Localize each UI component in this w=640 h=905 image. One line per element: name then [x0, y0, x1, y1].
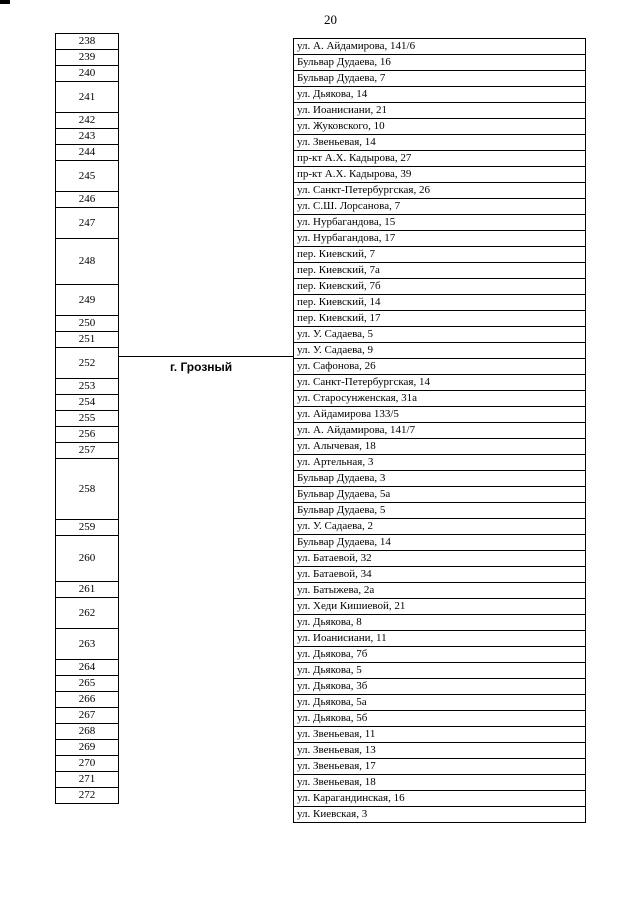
- address-row: [294, 615, 586, 631]
- address-cell: ул. Карагандинская, 16: [294, 791, 586, 807]
- address-row: [294, 791, 586, 807]
- address-cell: пр-кт А.Х. Кадырова, 27: [294, 151, 586, 167]
- address-row: [294, 263, 586, 279]
- address-row: [294, 327, 586, 343]
- number-column: [55, 33, 119, 804]
- address-cell: ул. С.Ш. Лорсанова, 7: [294, 199, 586, 215]
- row-number: 261: [56, 582, 119, 598]
- address-row: [294, 135, 586, 151]
- address-row: [294, 151, 586, 167]
- number-row: [56, 708, 119, 724]
- number-row: [56, 285, 119, 316]
- address-cell: ул. У. Садаева, 5: [294, 327, 586, 343]
- row-number: 253: [56, 379, 119, 395]
- row-number: 257: [56, 443, 119, 459]
- address-row: [294, 391, 586, 407]
- number-row: [56, 145, 119, 161]
- number-row: [56, 379, 119, 395]
- address-row: [294, 583, 586, 599]
- row-number: 267: [56, 708, 119, 724]
- row-number: 256: [56, 427, 119, 443]
- address-row: [294, 183, 586, 199]
- number-row: [56, 208, 119, 239]
- address-row: [294, 407, 586, 423]
- row-number: 251: [56, 332, 119, 348]
- address-row: [294, 87, 586, 103]
- number-row: [56, 756, 119, 772]
- number-row: [56, 427, 119, 443]
- address-cell: ул. Дьякова, 7б: [294, 647, 586, 663]
- row-number: 244: [56, 145, 119, 161]
- address-column: [293, 38, 586, 823]
- row-number: 239: [56, 50, 119, 66]
- address-row: [294, 423, 586, 439]
- address-row: [294, 663, 586, 679]
- number-row: [56, 395, 119, 411]
- row-number: 252: [56, 348, 119, 379]
- address-row: [294, 103, 586, 119]
- address-cell: ул. Айдамирова 133/5: [294, 407, 586, 423]
- address-cell: Бульвар Дудаева, 3: [294, 471, 586, 487]
- address-cell: Бульвар Дудаева, 16: [294, 55, 586, 71]
- row-number: 250: [56, 316, 119, 332]
- address-row: [294, 647, 586, 663]
- address-cell: ул. Сафонова, 26: [294, 359, 586, 375]
- row-number: 266: [56, 692, 119, 708]
- page-corner-mark: [0, 0, 10, 4]
- address-cell: ул. Батаевой, 32: [294, 551, 586, 567]
- address-row: [294, 295, 586, 311]
- address-cell: пер. Киевский, 14: [294, 295, 586, 311]
- address-row: [294, 215, 586, 231]
- number-row: [56, 50, 119, 66]
- address-row: [294, 359, 586, 375]
- address-cell: ул. Батаевой, 34: [294, 567, 586, 583]
- number-row: [56, 82, 119, 113]
- address-row: [294, 599, 586, 615]
- number-row: [56, 332, 119, 348]
- number-row: [56, 239, 119, 285]
- address-cell: ул. Артельная, 3: [294, 455, 586, 471]
- address-row: [294, 71, 586, 87]
- address-row: [294, 551, 586, 567]
- address-cell: Бульвар Дудаева, 7: [294, 71, 586, 87]
- row-number: 260: [56, 536, 119, 582]
- address-row: [294, 247, 586, 263]
- row-number: 254: [56, 395, 119, 411]
- row-number: 259: [56, 520, 119, 536]
- address-cell: ул. Дьякова, 5: [294, 663, 586, 679]
- address-cell: ул. Нурбагандова, 17: [294, 231, 586, 247]
- page-number: 20: [324, 12, 337, 27]
- number-row: [56, 129, 119, 145]
- address-cell: ул. Батыжева, 2а: [294, 583, 586, 599]
- address-row: [294, 727, 586, 743]
- number-row: [56, 66, 119, 82]
- address-row: [294, 279, 586, 295]
- address-row: [294, 519, 586, 535]
- address-cell: ул. Иоанисиани, 11: [294, 631, 586, 647]
- row-number: 247: [56, 208, 119, 239]
- address-cell: ул. Киевская, 3: [294, 807, 586, 823]
- address-row: [294, 535, 586, 551]
- address-cell: ул. А. Айдамирова, 141/7: [294, 423, 586, 439]
- address-cell: ул. Звеньевая, 13: [294, 743, 586, 759]
- address-row: [294, 471, 586, 487]
- address-cell: ул. У. Садаева, 2: [294, 519, 586, 535]
- address-row: [294, 119, 586, 135]
- number-row: [56, 692, 119, 708]
- address-cell: ул. А. Айдамирова, 141/6: [294, 39, 586, 55]
- row-number: 249: [56, 285, 119, 316]
- address-row: [294, 487, 586, 503]
- address-row: [294, 439, 586, 455]
- address-cell: Бульвар Дудаева, 5а: [294, 487, 586, 503]
- row-number: 248: [56, 239, 119, 285]
- number-row: [56, 724, 119, 740]
- row-number: 242: [56, 113, 119, 129]
- number-row: [56, 536, 119, 582]
- address-row: [294, 695, 586, 711]
- number-row: [56, 443, 119, 459]
- address-row: [294, 55, 586, 71]
- row-number: 268: [56, 724, 119, 740]
- address-cell: ул. Санкт-Петербургская, 14: [294, 375, 586, 391]
- address-row: [294, 807, 586, 823]
- row-number: 238: [56, 34, 119, 50]
- address-cell: ул. Нурбагандова, 15: [294, 215, 586, 231]
- address-cell: ул. Хеди Кишиевой, 21: [294, 599, 586, 615]
- number-row: [56, 740, 119, 756]
- row-number: 243: [56, 129, 119, 145]
- address-row: [294, 743, 586, 759]
- address-cell: ул. У. Садаева, 9: [294, 343, 586, 359]
- address-cell: ул. Старосунженская, 31а: [294, 391, 586, 407]
- address-cell: пер. Киевский, 7а: [294, 263, 586, 279]
- row-number: 240: [56, 66, 119, 82]
- address-row: [294, 231, 586, 247]
- address-cell: ул. Дьякова, 14: [294, 87, 586, 103]
- address-cell: пер. Киевский, 17: [294, 311, 586, 327]
- number-row: [56, 629, 119, 660]
- city-connector-line: [119, 356, 294, 357]
- address-cell: ул. Жуковского, 10: [294, 119, 586, 135]
- number-row: [56, 113, 119, 129]
- address-row: [294, 631, 586, 647]
- address-cell: ул. Дьякова, 8: [294, 615, 586, 631]
- number-row: [56, 192, 119, 208]
- row-number: 264: [56, 660, 119, 676]
- number-row: [56, 316, 119, 332]
- address-row: [294, 343, 586, 359]
- address-row: [294, 503, 586, 519]
- row-number: 272: [56, 788, 119, 804]
- number-row: [56, 598, 119, 629]
- row-number: 258: [56, 459, 119, 520]
- address-cell: ул. Звеньевая, 18: [294, 775, 586, 791]
- row-number: 265: [56, 676, 119, 692]
- row-number: 270: [56, 756, 119, 772]
- number-row: [56, 660, 119, 676]
- number-row: [56, 788, 119, 804]
- address-row: [294, 711, 586, 727]
- number-row: [56, 676, 119, 692]
- address-cell: Бульвар Дудаева, 14: [294, 535, 586, 551]
- city-label: г. Грозный: [170, 360, 233, 374]
- number-row: [56, 772, 119, 788]
- address-cell: ул. Звеньевая, 11: [294, 727, 586, 743]
- address-cell: ул. Иоанисиани, 21: [294, 103, 586, 119]
- row-number: 271: [56, 772, 119, 788]
- address-row: [294, 311, 586, 327]
- number-row: [56, 582, 119, 598]
- row-number: 245: [56, 161, 119, 192]
- number-row: [56, 34, 119, 50]
- address-row: [294, 567, 586, 583]
- row-number: 262: [56, 598, 119, 629]
- address-cell: Бульвар Дудаева, 5: [294, 503, 586, 519]
- row-number: 241: [56, 82, 119, 113]
- number-row: [56, 520, 119, 536]
- address-cell: ул. Звеньевая, 14: [294, 135, 586, 151]
- address-row: [294, 679, 586, 695]
- number-row: [56, 348, 119, 379]
- row-number: 269: [56, 740, 119, 756]
- address-cell: пер. Киевский, 7б: [294, 279, 586, 295]
- address-cell: пр-кт А.Х. Кадырова, 39: [294, 167, 586, 183]
- cut-off-footer: [0, 890, 640, 905]
- row-number: 246: [56, 192, 119, 208]
- address-row: [294, 39, 586, 55]
- address-row: [294, 375, 586, 391]
- address-cell: ул. Алычевая, 18: [294, 439, 586, 455]
- address-cell: ул. Дьякова, 3б: [294, 679, 586, 695]
- address-row: [294, 167, 586, 183]
- row-number: 255: [56, 411, 119, 427]
- address-row: [294, 199, 586, 215]
- address-row: [294, 455, 586, 471]
- number-row: [56, 161, 119, 192]
- number-row: [56, 411, 119, 427]
- address-row: [294, 775, 586, 791]
- row-number: 263: [56, 629, 119, 660]
- address-cell: ул. Дьякова, 5б: [294, 711, 586, 727]
- address-cell: пер. Киевский, 7: [294, 247, 586, 263]
- address-cell: ул. Дьякова, 5а: [294, 695, 586, 711]
- number-row: [56, 459, 119, 520]
- address-cell: ул. Звеньевая, 17: [294, 759, 586, 775]
- address-cell: ул. Санкт-Петербургская, 26: [294, 183, 586, 199]
- address-row: [294, 759, 586, 775]
